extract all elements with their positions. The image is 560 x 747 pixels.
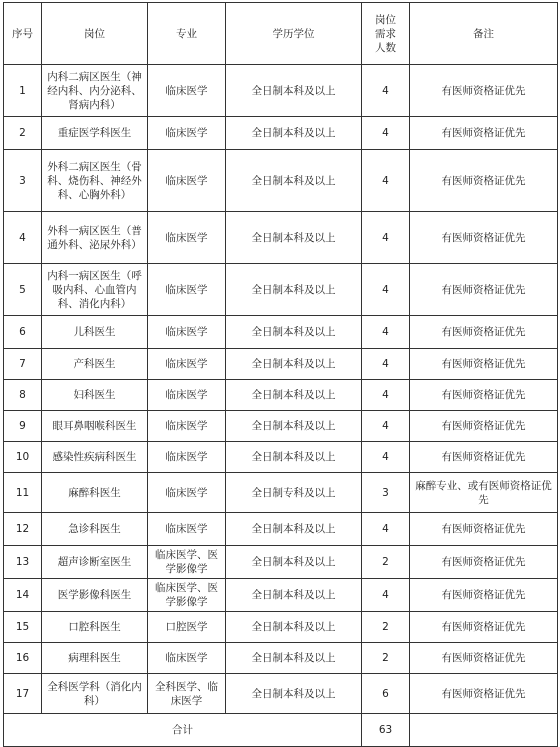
row-position: 急诊科医生	[42, 513, 148, 546]
row-seq: 13	[4, 546, 42, 579]
header-major: 专业	[148, 3, 226, 65]
row-position: 外科一病区医生（普通外科、泌尿外科）	[42, 212, 148, 264]
row-note: 有医师资格证优先	[410, 546, 558, 579]
row-degree: 全日制本科及以上	[226, 546, 362, 579]
row-seq: 5	[4, 264, 42, 316]
row-major: 临床医学	[148, 117, 226, 150]
row-major: 临床医学	[148, 264, 226, 316]
table-row	[4, 442, 558, 473]
row-count: 4	[362, 579, 410, 612]
row-note: 有医师资格证优先	[410, 117, 558, 150]
row-major: 临床医学、医学影像学	[148, 546, 226, 579]
table-row	[4, 513, 558, 546]
row-major: 全科医学、临床医学	[148, 674, 226, 714]
row-seq: 10	[4, 442, 42, 473]
row-count: 4	[362, 117, 410, 150]
row-seq: 9	[4, 411, 42, 442]
row-note: 有医师资格证优先	[410, 316, 558, 349]
row-count: 4	[362, 411, 410, 442]
row-seq: 2	[4, 117, 42, 150]
row-major: 临床医学	[148, 65, 226, 117]
row-major: 临床医学	[148, 380, 226, 411]
row-major: 临床医学、医学影像学	[148, 579, 226, 612]
table-row	[4, 212, 558, 264]
row-count: 4	[362, 316, 410, 349]
header-note: 备注	[410, 3, 558, 65]
row-degree: 全日制本科及以上	[226, 117, 362, 150]
row-major: 临床医学	[148, 513, 226, 546]
table-row	[4, 411, 558, 442]
row-position: 超声诊断室医生	[42, 546, 148, 579]
total-count: 63	[362, 714, 410, 747]
row-degree: 全日制本科及以上	[226, 411, 362, 442]
row-major: 临床医学	[148, 473, 226, 513]
row-degree: 全日制专科及以上	[226, 473, 362, 513]
row-seq: 7	[4, 349, 42, 380]
row-degree: 全日制本科及以上	[226, 674, 362, 714]
table-row	[4, 473, 558, 513]
row-count: 4	[362, 65, 410, 117]
row-count: 3	[362, 473, 410, 513]
row-position: 病理科医生	[42, 643, 148, 674]
header-count: 岗位需求人数	[362, 3, 410, 65]
row-note: 有医师资格证优先	[410, 380, 558, 411]
row-major: 口腔医学	[148, 612, 226, 643]
row-position: 妇科医生	[42, 380, 148, 411]
table-row	[4, 674, 558, 714]
row-position: 内科二病区医生（神经内科、内分泌科、肾病内科）	[42, 65, 148, 117]
row-note: 有医师资格证优先	[410, 612, 558, 643]
row-seq: 17	[4, 674, 42, 714]
table-row	[4, 349, 558, 380]
row-degree: 全日制本科及以上	[226, 612, 362, 643]
row-seq: 15	[4, 612, 42, 643]
row-seq: 6	[4, 316, 42, 349]
row-position: 儿科医生	[42, 316, 148, 349]
row-position: 内科一病区医生（呼吸内科、心血管内科、消化内科）	[42, 264, 148, 316]
table-row	[4, 264, 558, 316]
row-major: 临床医学	[148, 212, 226, 264]
row-degree: 全日制本科及以上	[226, 442, 362, 473]
table-row	[4, 65, 558, 117]
row-count: 4	[362, 380, 410, 411]
row-degree: 全日制本科及以上	[226, 212, 362, 264]
row-degree: 全日制本科及以上	[226, 264, 362, 316]
row-count: 4	[362, 150, 410, 212]
row-position: 感染性疾病科医生	[42, 442, 148, 473]
row-seq: 8	[4, 380, 42, 411]
header-row	[4, 3, 558, 65]
row-note: 有医师资格证优先	[410, 674, 558, 714]
row-count: 4	[362, 442, 410, 473]
table-row	[4, 546, 558, 579]
row-seq: 11	[4, 473, 42, 513]
row-seq: 1	[4, 65, 42, 117]
row-seq: 3	[4, 150, 42, 212]
table-row	[4, 150, 558, 212]
row-degree: 全日制本科及以上	[226, 380, 362, 411]
row-degree: 全日制本科及以上	[226, 150, 362, 212]
table-row	[4, 579, 558, 612]
row-position: 全科医学科（消化内科）	[42, 674, 148, 714]
row-count: 2	[362, 546, 410, 579]
row-position: 重症医学科医生	[42, 117, 148, 150]
row-note: 有医师资格证优先	[410, 349, 558, 380]
row-degree: 全日制本科及以上	[226, 579, 362, 612]
row-note: 有医师资格证优先	[410, 513, 558, 546]
row-note: 有医师资格证优先	[410, 579, 558, 612]
total-row	[4, 714, 558, 747]
row-degree: 全日制本科及以上	[226, 349, 362, 380]
row-major: 临床医学	[148, 316, 226, 349]
row-note: 有医师资格证优先	[410, 643, 558, 674]
row-degree: 全日制本科及以上	[226, 316, 362, 349]
row-note: 有医师资格证优先	[410, 264, 558, 316]
row-major: 临床医学	[148, 411, 226, 442]
row-count: 2	[362, 612, 410, 643]
row-note: 有医师资格证优先	[410, 65, 558, 117]
row-position: 麻醉科医生	[42, 473, 148, 513]
total-label: 合计	[4, 714, 362, 747]
row-position: 眼耳鼻咽喉科医生	[42, 411, 148, 442]
row-note: 有医师资格证优先	[410, 150, 558, 212]
header-degree: 学历学位	[226, 3, 362, 65]
row-note: 有医师资格证优先	[410, 411, 558, 442]
table-row	[4, 316, 558, 349]
row-major: 临床医学	[148, 643, 226, 674]
row-position: 外科二病区医生（骨科、烧伤科、神经外科、心胸外科）	[42, 150, 148, 212]
row-count: 4	[362, 264, 410, 316]
table-row	[4, 643, 558, 674]
row-seq: 16	[4, 643, 42, 674]
row-major: 临床医学	[148, 349, 226, 380]
row-seq: 14	[4, 579, 42, 612]
row-count: 4	[362, 513, 410, 546]
row-note: 麻醉专业、或有医师资格证优先	[410, 473, 558, 513]
row-note: 有医师资格证优先	[410, 442, 558, 473]
row-position: 产科医生	[42, 349, 148, 380]
row-count: 4	[362, 349, 410, 380]
header-position: 岗位	[42, 3, 148, 65]
table-row	[4, 380, 558, 411]
row-major: 临床医学	[148, 442, 226, 473]
total-empty	[410, 714, 558, 747]
row-position: 口腔科医生	[42, 612, 148, 643]
row-note: 有医师资格证优先	[410, 212, 558, 264]
row-count: 2	[362, 643, 410, 674]
row-position: 医学影像科医生	[42, 579, 148, 612]
row-major: 临床医学	[148, 150, 226, 212]
row-count: 4	[362, 212, 410, 264]
row-degree: 全日制本科及以上	[226, 643, 362, 674]
row-degree: 全日制本科及以上	[226, 513, 362, 546]
recruitment-table	[3, 2, 558, 747]
header-seq: 序号	[4, 3, 42, 65]
row-degree: 全日制本科及以上	[226, 65, 362, 117]
table-row	[4, 117, 558, 150]
row-seq: 4	[4, 212, 42, 264]
row-seq: 12	[4, 513, 42, 546]
table-row	[4, 612, 558, 643]
row-count: 6	[362, 674, 410, 714]
